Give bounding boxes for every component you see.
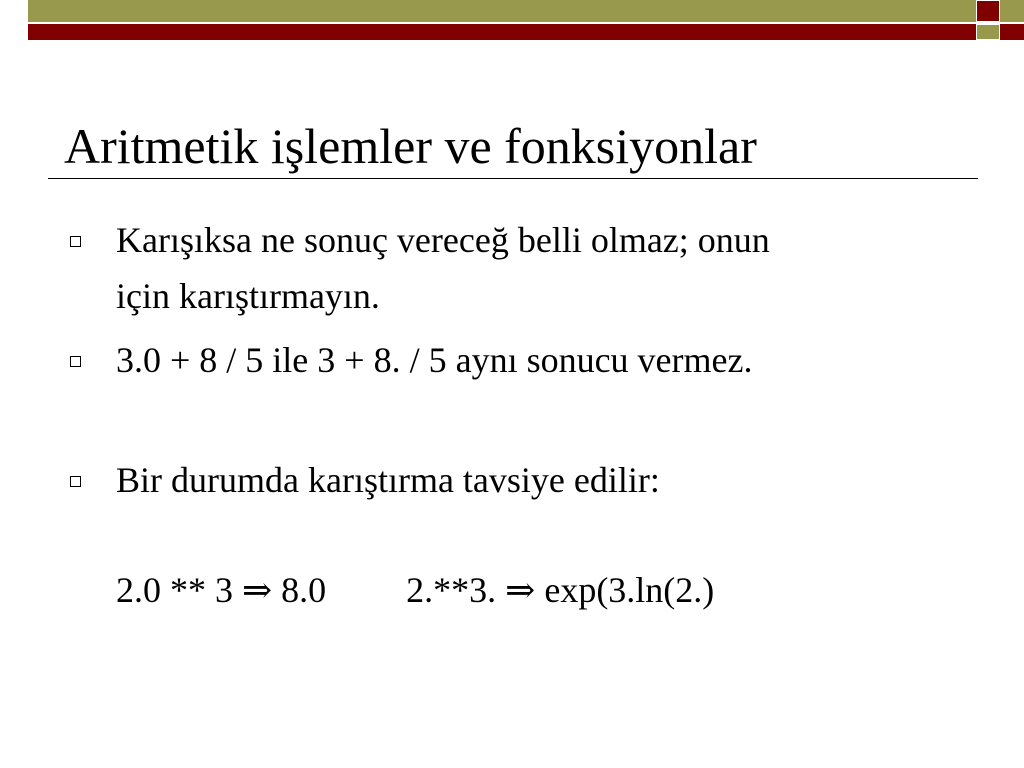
header-band-olive: [0, 0, 1024, 22]
slide-title: Aritmetik işlemler ve fonksiyonlar: [64, 118, 757, 174]
title-divider: [48, 178, 978, 179]
formula-right: 2.**3. ⇒ exp(3.ln(2.): [406, 570, 715, 610]
header-band-gap: [0, 0, 28, 22]
corner-square-maroon: [976, 0, 1000, 22]
formula-left: 2.0 ** 3 ⇒ 8.0: [116, 570, 327, 610]
formula-line: [116, 566, 714, 614]
bullet-square-icon: [70, 476, 81, 487]
header-band-maroon: [0, 24, 1024, 40]
bullet-square-icon: [70, 236, 81, 247]
bullet-1-line-2: için karıştırmayın.: [116, 276, 380, 316]
bullet-2-text: 3.0 + 8 / 5 ile 3 + 8. / 5 aynı sonucu vermez.: [116, 340, 753, 380]
bullet-square-icon: [70, 356, 81, 367]
corner-square-olive: [976, 24, 1000, 40]
header-band-gap: [0, 24, 28, 40]
bullet-1-line-1: Karışıksa ne sonuç vereceğ belli olmaz; onun: [116, 220, 770, 260]
bullet-3-text: Bir durumda karıştırma tavsiye edilir:: [116, 460, 660, 500]
